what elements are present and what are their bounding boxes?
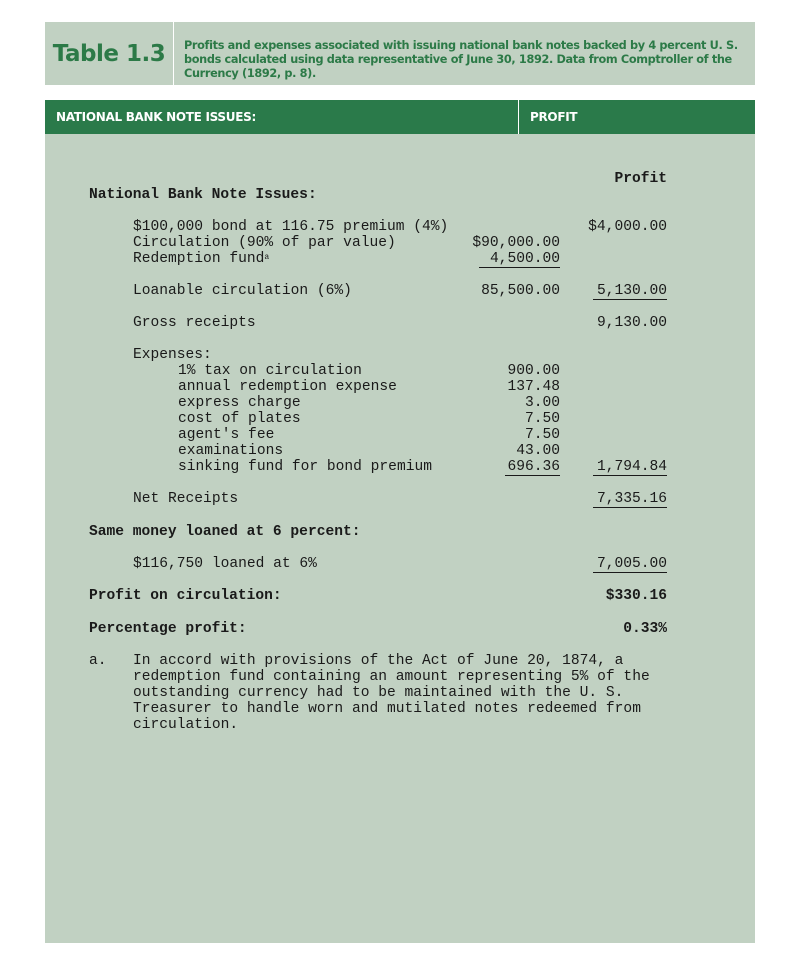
table-body (45, 134, 755, 943)
redemption-amount: 4,500.00 (479, 251, 560, 268)
expense-amount: 696.36 (505, 459, 560, 476)
table-label: Table 1.3 (45, 22, 174, 85)
expense-label: cost of plates (178, 411, 301, 427)
loaned-profit: 7,005.00 (593, 556, 667, 573)
expense-label: examinations (178, 443, 284, 459)
table-caption: Profits and expenses associated with issuing national bank notes backed by 4 percent U. S. bonds calculated using data representative of June 30, 1892. Data from Comptroller of the Currency (1892, p. 8). (184, 39, 738, 80)
net-label: Net Receipts (133, 491, 239, 507)
redemption-label: Redemption fund$^a$ (133, 251, 270, 267)
bond-profit: $4,000.00 (588, 219, 667, 235)
expense-amount: 43.00 (516, 443, 560, 459)
footnote-line: Treasurer to handle worn and mutilated notes redeemed from (133, 701, 641, 717)
bond-label: $100,000 bond at 116.75 premium (4%) (133, 219, 449, 235)
footnote-marker: a. (89, 653, 107, 669)
loanable-profit: 5,130.00 (593, 283, 667, 300)
profit-circulation-label: Profit on circulation: (89, 588, 282, 604)
column-header-issues: NATIONAL BANK NOTE ISSUES: (45, 100, 519, 134)
expense-amount: 900.00 (507, 363, 560, 379)
loaned-label: $116,750 loaned at 6% (133, 556, 317, 572)
expense-label: agent's fee (178, 427, 275, 443)
gross-profit: 9,130.00 (596, 315, 667, 331)
footnote-line: circulation. (133, 717, 239, 733)
expense-label: annual redemption expense (178, 379, 397, 395)
expense-amount: 137.48 (507, 379, 560, 395)
expenses-total-profit: 1,794.84 (593, 459, 667, 476)
footnote-line: In accord with provisions of the Act of June 20, 1874, a (133, 653, 624, 669)
expense-label: 1% tax on circulation (178, 363, 362, 379)
footnote-line: outstanding currency had to be maintained with the U. S. (133, 685, 624, 701)
profit-heading: Profit (614, 171, 667, 187)
column-header-bar (45, 100, 755, 134)
net-profit: 7,335.16 (593, 491, 667, 508)
expense-label: express charge (178, 395, 301, 411)
loanable-amount: 85,500.00 (481, 283, 560, 299)
expense-amount: 3.00 (524, 395, 560, 411)
footnote-marker-a: a (264, 253, 270, 262)
profit-circulation-value: $330.16 (605, 588, 667, 604)
loanable-label: Loanable circulation (6%) (133, 283, 352, 299)
percentage-profit-value: 0.33% (623, 621, 667, 637)
circulation-amount: $90,000.00 (472, 235, 560, 251)
footnote-line: redemption fund containing an amount representing 5% of the (133, 669, 650, 685)
gross-label: Gross receipts (133, 315, 256, 331)
circulation-label: Circulation (90% of par value) (133, 235, 396, 251)
expenses-label: Expenses: (133, 347, 212, 363)
expense-amount: 7.50 (524, 411, 560, 427)
expense-label: sinking fund for bond premium (178, 459, 432, 475)
column-header-profit: PROFIT (530, 110, 578, 124)
table-header (45, 22, 755, 85)
expense-amount: 7.50 (524, 427, 560, 443)
section-heading-loaned: Same money loaned at 6 percent: (89, 524, 361, 540)
section-heading-issues: National Bank Note Issues: (89, 187, 317, 203)
percentage-profit-label: Percentage profit: (89, 621, 247, 637)
